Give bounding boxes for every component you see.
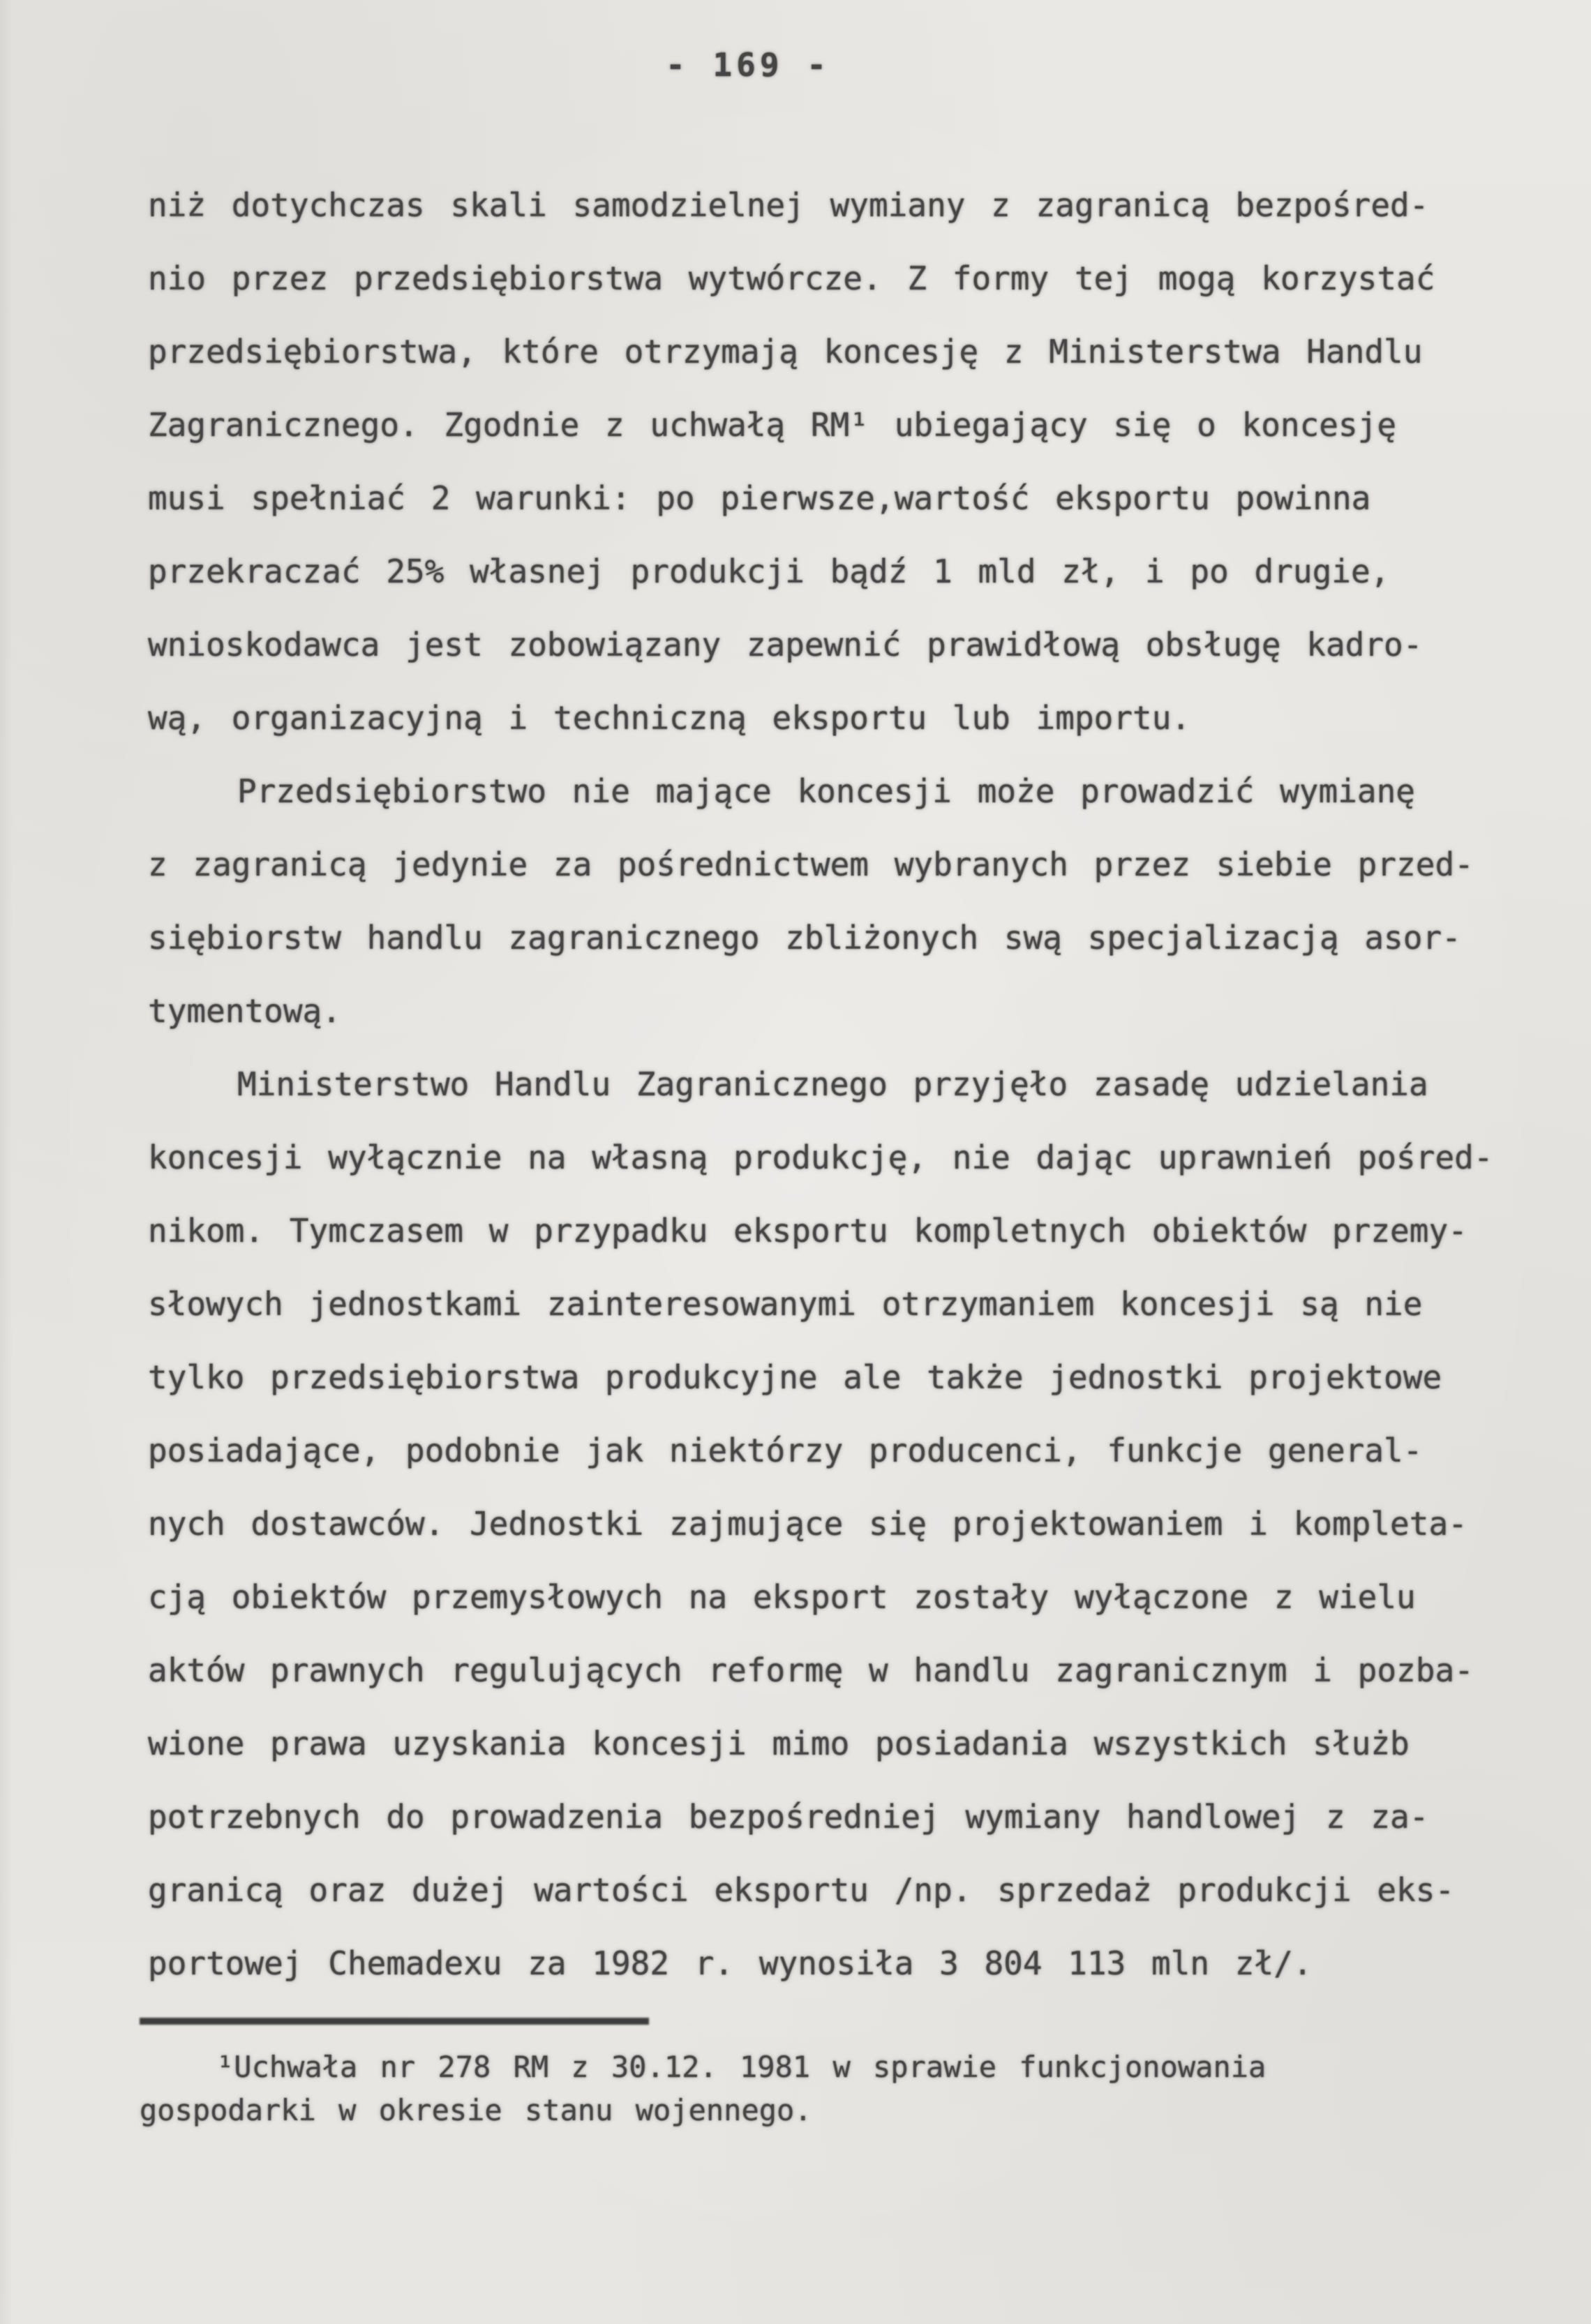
text-line: słowych jednostkami zainteresowanymi otrzymaniem koncesji są nie: [148, 1285, 1423, 1323]
text-line: wione prawa uzyskania koncesji mimo posiadania wszystkich służb: [148, 1725, 1410, 1762]
text-line: niż dotychczas skali samodzielnej wymiany z zagranicą bezpośred-: [148, 186, 1429, 224]
text-line: nych dostawców. Jednostki zajmujące się projektowaniem i kompleta-: [148, 1505, 1467, 1543]
footnote-line: ¹Uchwała nr 278 RM z 30.12. 1981 w sprawie funkcjonowania: [216, 2050, 1267, 2084]
text-line: przedsiębiorstwa, które otrzymają koncesję z Ministerstwa Handlu: [148, 333, 1423, 370]
text-line: potrzebnych do prowadzenia bezpośredniej wymiany handlowej z za-: [148, 1798, 1429, 1836]
text-line: nio przez przedsiębiorstwa wytwórcze. Z formy tej mogą korzystać: [148, 260, 1435, 297]
text-line: z zagranicą jedynie za pośrednictwem wybranych przez siebie przed-: [148, 846, 1474, 883]
text-line: koncesji wyłącznie na własną produkcję, nie dając uprawnień pośred-: [148, 1139, 1493, 1176]
paragraph-3: [148, 1048, 1502, 2000]
text-line: wnioskodawca jest zobowiązany zapewnić prawidłową obsługę kadro-: [148, 626, 1423, 664]
text-line: Przedsiębiorstwo nie mające koncesji może prowadzić wymianę: [237, 772, 1415, 810]
text-line: posiadające, podobnie jak niektórzy producenci, funkcje general-: [148, 1432, 1423, 1469]
page-number: - 169 -: [666, 46, 830, 84]
paragraph-2: [148, 755, 1502, 1048]
footnote-divider: [140, 2018, 649, 2025]
text-line: wą, organizacyjną i techniczną eksportu lub importu.: [148, 699, 1191, 737]
text-line: tymentową.: [148, 992, 341, 1030]
text-line: nikom. Tymczasem w przypadku eksportu kompletnych obiektów przemy-: [148, 1212, 1467, 1250]
text-line: aktów prawnych regulujących reformę w handlu zagranicznym i pozba-: [148, 1651, 1474, 1689]
text-line: cją obiektów przemysłowych na eksport zostały wyłączone z wielu: [148, 1578, 1416, 1616]
paragraph-1: [148, 169, 1502, 755]
text-line: granicą oraz dużej wartości eksportu /np. sprzedaż produkcji eks-: [148, 1871, 1455, 1909]
text-line: siębiorstw handlu zagranicznego zbliżonych swą specjalizacją asor-: [148, 919, 1461, 957]
document-body: [148, 169, 1502, 2000]
footnote-line: gospodarki w okresie stanu wojennego.: [140, 2093, 812, 2127]
text-line: przekraczać 25% własnej produkcji bądź 1 mld zł, i po drugie,: [148, 553, 1390, 590]
text-line: tylko przedsiębiorstwa produkcyjne ale także jednostki projektowe: [148, 1358, 1442, 1396]
text-line: Zagranicznego. Zgodnie z uchwałą RM¹ ubiegający się o koncesję: [148, 406, 1397, 444]
text-line: Ministerstwo Handlu Zagranicznego przyjęło zasadę udzielania: [237, 1065, 1428, 1103]
text-line: musi spełniać 2 warunki: po pierwsze,wartość eksportu powinna: [148, 479, 1371, 517]
footnote: [140, 2018, 1493, 2132]
text-line: portowej Chemadexu za 1982 r. wynosiła 3 804 113 mln zł/.: [148, 1944, 1313, 1982]
